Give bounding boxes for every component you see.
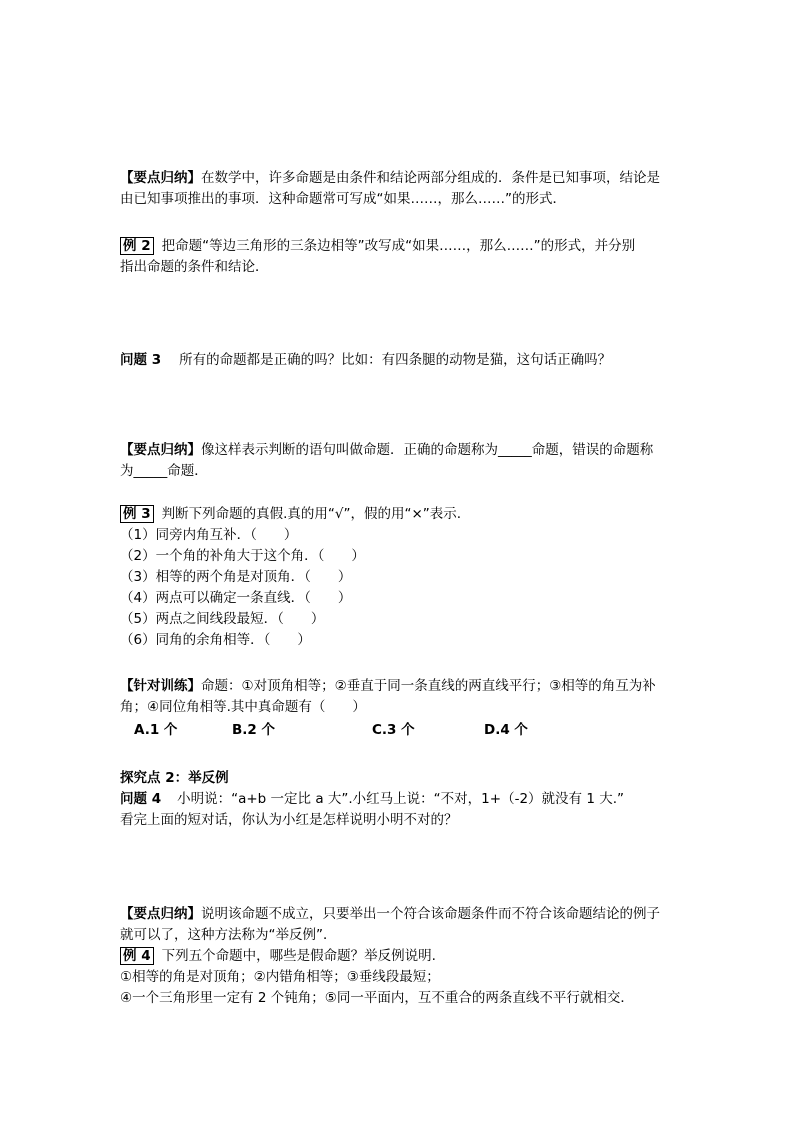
example-4-block [120, 946, 680, 1009]
option-c: C.3 个 [372, 722, 415, 738]
example-label: 例 2 [120, 237, 154, 255]
question-3-block [120, 350, 680, 371]
training-tag: 【针对训练】 [120, 678, 201, 694]
summary-tag: 【要点归纳】 [120, 442, 201, 458]
section-title: 探究点 2：举反例 [120, 770, 229, 786]
example-label: 例 3 [120, 505, 154, 523]
example-2-block [120, 236, 680, 278]
list-item: （5）两点之间线段最短．（ ） [120, 611, 325, 627]
list-item: ④一个三角形里一定有 2 个钝角；⑤同一平面内，互不重合的两条直线不平行就相交． [120, 990, 634, 1006]
list-item: （4）两点可以确定一条直线．（ ） [120, 590, 352, 606]
option-a: A.1 个 [134, 722, 178, 738]
option-d: D.4 个 [484, 722, 528, 738]
question-text: 看完上面的短对话，你认为小红是怎样说明小明不对的？ [120, 812, 458, 828]
summary-block-2 [120, 440, 680, 482]
question-text: 小明说：“a+b 一定比 a 大”.小红马上说：“不对，1+（-2）就没有 1 大.” [177, 791, 624, 807]
question-text: 所有的命题都是正确的吗？比如：有四条腿的动物是猫，这句话正确吗？ [179, 352, 612, 368]
explore-2-block [120, 768, 680, 831]
list-item: （3）相等的两个角是对顶角．（ ） [120, 569, 352, 585]
summary-text-line: 说明该命题不成立，只要举出一个符合该命题条件而不符合该命题结论的例子 [201, 906, 660, 922]
option-b: B.2 个 [232, 722, 276, 738]
example-label: 例 4 [120, 947, 154, 965]
example-text: 指出命题的条件和结论． [120, 259, 269, 275]
list-item: （1）同旁内角互补．（ ） [120, 527, 298, 543]
question-label: 问题 4 [120, 791, 162, 807]
summary-block-1 [120, 168, 680, 210]
question-label: 问题 3 [120, 352, 162, 368]
training-block [120, 676, 680, 741]
list-item: （2）一个角的补角大于这个角．（ ） [120, 548, 365, 564]
example-text: 下列五个命题中，哪些是假命题？举反例说明. [161, 948, 436, 964]
training-text: 命题：①对顶角相等；②垂直于同一条直线的两直线平行；③相等的角互为补 [201, 678, 656, 694]
list-item: （6）同角的余角相等．（ ） [120, 632, 311, 648]
example-3-block [120, 504, 680, 651]
summary-tag: 【要点归纳】 [120, 170, 201, 186]
summary-text-line: 像这样表示判断的语句叫做命题．正确的命题称为_____命题，错误的命题称 [201, 442, 654, 458]
example-text: 判断下列命题的真假.真的用“√”，假的用“×”表示. [161, 506, 462, 522]
summary-text-line: 在数学中，许多命题是由条件和结论两部分组成的．条件是已知事项，结论是 [201, 170, 660, 186]
summary-block-3 [120, 904, 680, 946]
summary-text-line: 为_____命题． [120, 463, 208, 479]
training-text: 角；④同位角相等.其中真命题有（ ） [120, 699, 366, 715]
list-item: ①相等的角是对顶角；②内错角相等；③垂线段最短； [120, 969, 440, 985]
summary-text-line: 就可以了，这种方法称为“举反例”． [120, 927, 337, 943]
example-text: 把命题“等边三角形的三条边相等”改写成“如果……，那么……”的形式，并分别 [161, 238, 636, 254]
summary-text-line: 由已知事项推出的事项．这种命题常可写成“如果……，那么……”的形式． [120, 191, 566, 207]
summary-tag: 【要点归纳】 [120, 906, 201, 922]
